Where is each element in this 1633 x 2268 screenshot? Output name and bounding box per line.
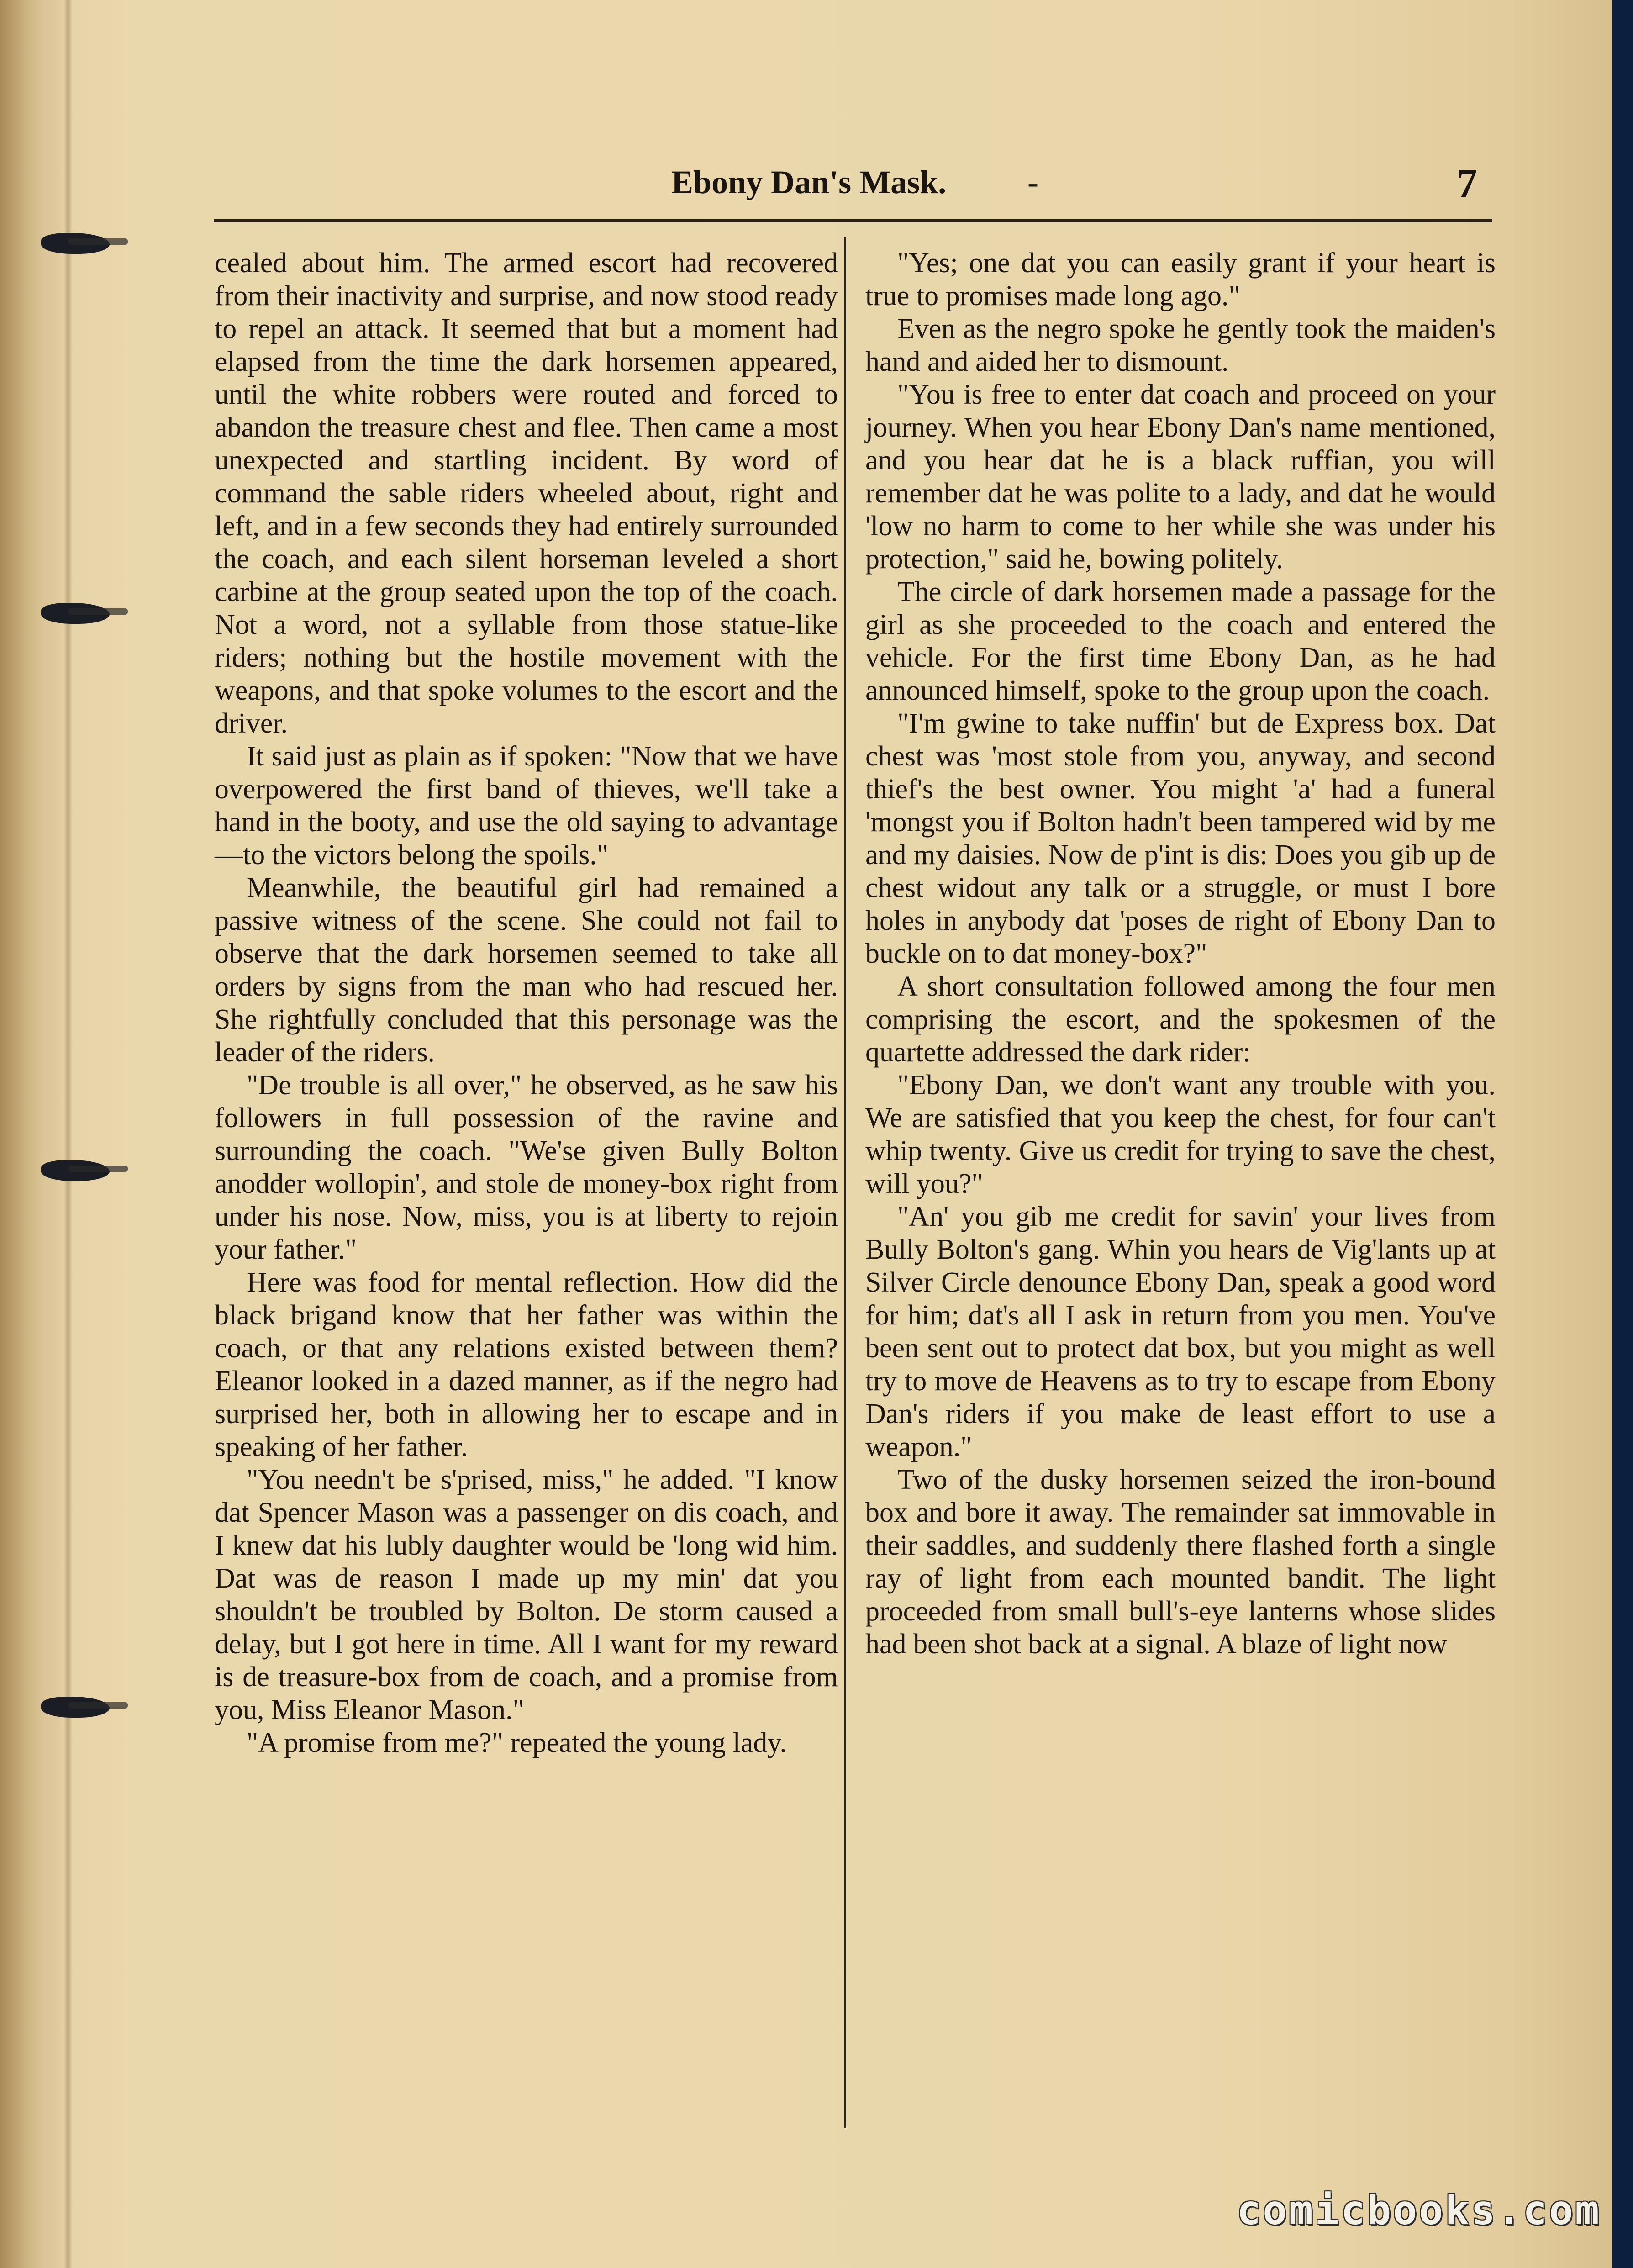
paragraph: Two of the dusky horsemen seized the iron-bound box and bore it away. The remainder sat immovable in their saddles, and suddenly there flashed forth a single ray of light from each mounted bandit. The light proceeded from small bull's-eye lanterns whose slides had been shot back at a signal. A blaze of light now xyxy=(865,1464,1496,1660)
paragraph: It said just as plain as if spoken: "Now that we have overpowered the first band of thieves, we'll take a hand in the booty, and use the old saying to advantage—to the victors belong the spoils." xyxy=(215,741,838,870)
paragraph: "A promise from me?" repeated the young lady. xyxy=(247,1727,787,1758)
paragraph: Here was food for mental reflection. How did the black brigand know that her father was within the coach, or that any relations existed between them? Eleanor looked in a dazed manner, as if the negro had surprised her, both in allowing her to escape and in speaking of her father. xyxy=(215,1267,838,1462)
page-number: 7 xyxy=(1457,161,1477,206)
paragraph: cealed about him. The armed escort had recovered from their inactivity and surprise, and now stood ready to repel an attack. It seemed that but a moment had elapsed from the time the dark horsemen appeared, until the white robbers were routed and forced to abandon the treasure chest and flee. Then came a most unexpected and startling incident. By word of command the sable riders wheeled about, right and left, and in a few seconds they had entirely surrounded the coach, and each silent horseman leveled a short carbine at the group seated upon the top of the coach. Not a word, not a syllable from those statue-like riders; nothing but the hostile movement with the weapons, and that spoke volumes to the escort and the driver. xyxy=(215,248,838,739)
binding-stitch-3 xyxy=(41,1160,110,1181)
paragraph: "You is free to enter dat coach and proceed on your journey. When you hear Ebony Dan's name mentioned, and you hear dat he is a black ruffian, you will remember dat he was polite to a lady, and dat he would 'low no harm to come to her while she was under his protection," said he, bowing politely. xyxy=(865,379,1496,575)
paragraph: "Ebony Dan, we don't want any trouble with you. We are satisfied that you keep the chest, for four can't whip twenty. Give us credit for trying to save the chest, will you?" xyxy=(865,1070,1496,1199)
paragraph: "I'm gwine to take nuffin' but de Express box. Dat chest was 'most stole from you, anyway, and second thief's the best owner. You might 'a' had a funeral 'mongst you if Bolton hadn't been tampered wid by me and my daisies. Now de p'int is dis: Does you gib up de chest widout any talk or a struggle, or must I bore holes in anybody dat 'poses de right of Ebony Dan to buckle on to dat money-box?" xyxy=(865,708,1496,969)
running-header-dash: - xyxy=(1027,164,1038,200)
left-column xyxy=(215,247,838,1759)
paragraph: Even as the negro spoke he gently took the maiden's hand and aided her to dismount. xyxy=(865,313,1496,377)
page-fold xyxy=(64,0,72,2268)
paragraph: "You needn't be s'prised, miss," he added. "I know dat Spencer Mason was a passenger on dis coach, and I knew dat his lubly daughter would be 'long wid him. Dat was de reason I made up my min' dat you shouldn't be troubled by Bolton. De storm caused a delay, but I got here in time. All I want for my reward is de treasure-box from de coach, and a promise from you, Miss Eleanor Mason." xyxy=(215,1464,838,1725)
header-rule xyxy=(214,219,1492,222)
column-rule xyxy=(844,237,846,2128)
right-column xyxy=(865,247,1496,1661)
paragraph: "An' you gib me credit for savin' your lives from Bully Bolton's gang. Whin you hears de Vig'lants up at Silver Circle denounce Ebony Dan, speak a good word for him; dat's all I ask in return from you men. You've been sent out to protect dat box, but you might as well try to move de Heavens as to try to escape from Ebony Dan's riders if you make de least effort to use a weapon." xyxy=(865,1201,1496,1462)
site-watermark: comicbooks.com xyxy=(1237,2187,1601,2234)
paragraph: A short consultation followed among the four men comprising the escort, and the spokesmen of the quartette addressed the dark rider: xyxy=(865,971,1496,1068)
page-spine xyxy=(0,0,68,2268)
running-header-title: Ebony Dan's Mask. xyxy=(671,164,947,200)
binding-stitch-4 xyxy=(41,1697,110,1718)
paragraph: "De trouble is all over," he observed, as he saw his followers in full possession of the ravine and surrounding the coach. "We'se given Bully Bolton anodder wollopin', and stole de money-box right from under his nose. Now, miss, you is at liberty to rejoin your father." xyxy=(215,1070,838,1265)
paragraph: The circle of dark horsemen made a passage for the girl as she proceeded to the coach and entered the vehicle. For the first time Ebony Dan, as he had announced himself, spoke to the group upon the coach. xyxy=(865,576,1496,706)
binding-stitch-1 xyxy=(41,233,110,254)
paragraph: "Yes; one dat you can easily grant if your heart is true to promises made long ago." xyxy=(865,248,1496,311)
paragraph: Meanwhile, the beautiful girl had remained a passive witness of the scene. She could not fail to observe that the dark horsemen seemed to take all orders by signs from the man who had rescued her. She rightfully concluded that this personage was the leader of the riders. xyxy=(215,872,838,1068)
binding-stitch-2 xyxy=(41,603,110,624)
